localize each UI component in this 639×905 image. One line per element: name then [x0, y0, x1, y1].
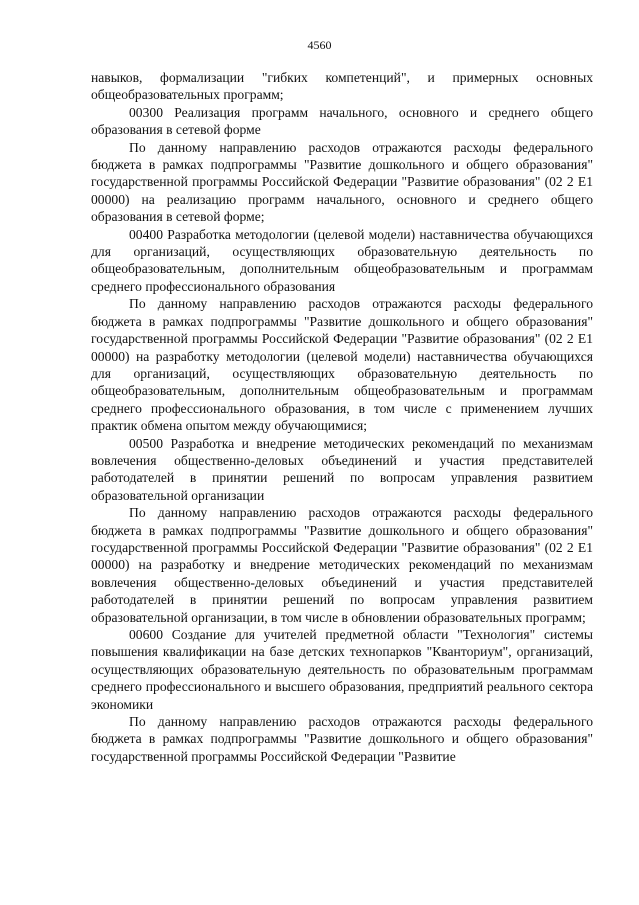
- paragraph-description-00300: По данному направлению расходов отражаются расходы федерального бюджета в рамках подпрограммы "Развитие дошкольного и общего образования" государственной программы Российской Федерации "Развитие образования" (02 2 E1 00000) на реализацию программ начального, основного и среднего общего образования в сетевой форме;: [91, 139, 593, 225]
- paragraph-description-00600: По данному направлению расходов отражаются расходы федерального бюджета в рамках подпрограммы "Развитие дошкольного и общего образования" государственной программы Российской Федерации "Развитие: [91, 714, 593, 764]
- paragraph-description-00500: По данному направлению расходов отражаются расходы федерального бюджета в рамках подпрограммы "Развитие дошкольного и общего образования" государственной программы Российской Федерации "Развитие образования" (02 2 E1 00000) на разработку и внедрение методических рекомендаций по механизмам вовлечения общественно-деловых объединений и участия представителей работодателей в принятии решений по вопросам управления развитием образовательной организации, в том числе в обновлении образовательных программ;: [91, 505, 593, 625]
- paragraph-heading-00400: 00400 Разработка методологии (целевой модели) наставничества обучающихся для организаций, осуществляющих образовательную деятельность по общеобразовательным, дополнительным общеобразовательным и программам среднего профессионального образования: [91, 226, 593, 294]
- paragraph-heading-00600: 00600 Создание для учителей предметной области "Технология" системы повышения квалификации на базе детских технопарков "Кванториум", организаций, осуществляющих образовательную деятельность по образовательным программам среднего профессионального и высшего образования, предприятий реального сектора экономики: [91, 627, 593, 712]
- paragraph-heading-00300: 00300 Реализация программ начального, основного и среднего общего образования в сетевой форме: [91, 104, 593, 138]
- paragraph-continuation: навыков, формализации "гибких компетенций", и примерных основных общеобразовательных программ;: [91, 70, 593, 103]
- document-body: [91, 69, 593, 765]
- paragraph-heading-00500: 00500 Разработка и внедрение методических рекомендаций по механизмам вовлечения общественно-деловых объединений и участия представителей работодателей в принятии решений по вопросам управления развитием образовательной организации: [91, 435, 593, 503]
- page-number: 4560: [307, 38, 332, 52]
- paragraph-description-00400: По данному направлению расходов отражаются расходы федерального бюджета в рамках подпрограммы "Развитие дошкольного и общего образования" государственной программы Российской Федерации "Развитие образования" (02 2 E1 00000) на разработку методологии (целевой модели) наставничества обучающихся для организаций, осуществляющих образовательную деятельность по общеобразовательным, дополнительным общеобразовательным и программам среднего профессионального образования, в том числе с применением лучших практик обмена опытом между обучающимися;: [91, 296, 593, 434]
